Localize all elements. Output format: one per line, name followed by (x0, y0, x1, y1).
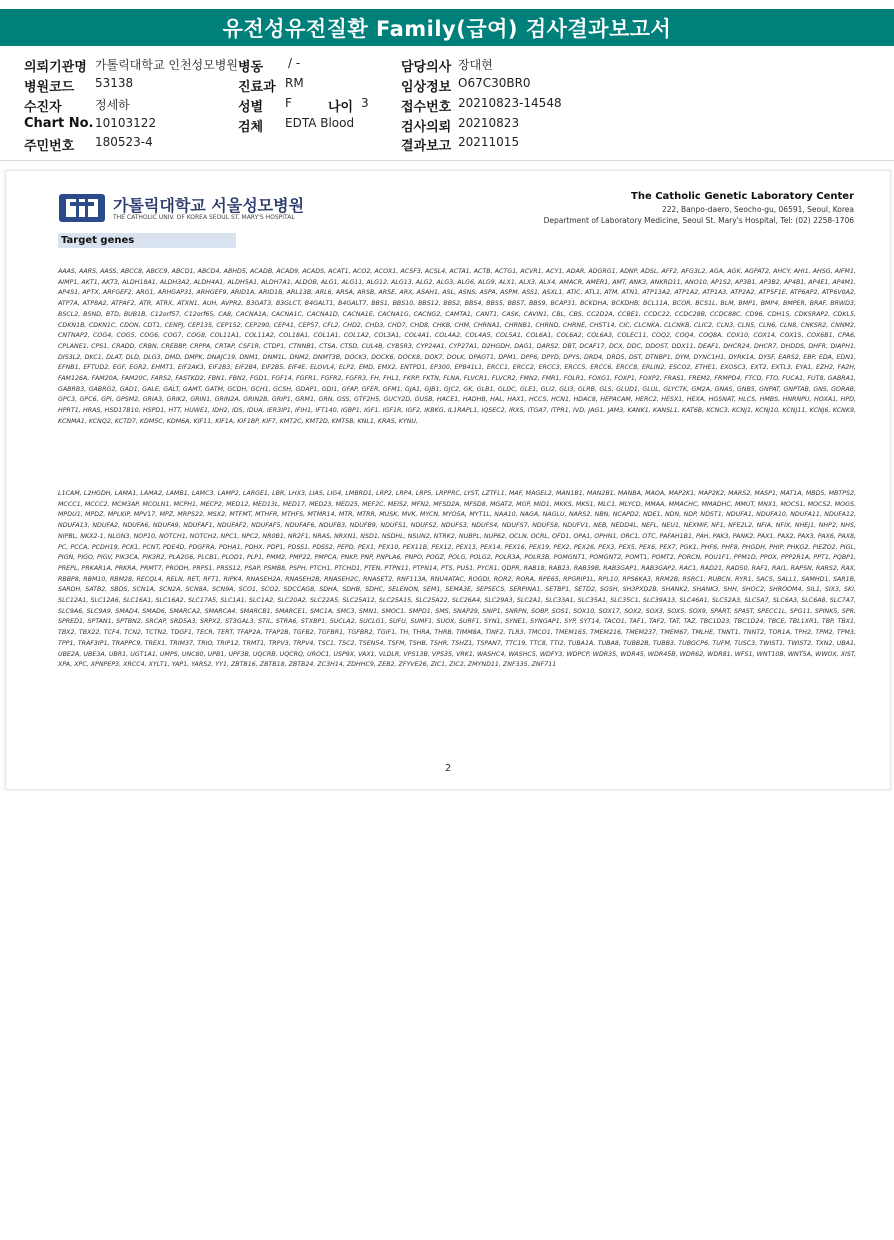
value-specimen: EDTA Blood (285, 116, 355, 130)
value-age: 3 (361, 96, 369, 110)
label-request-date: 검사의뢰 (401, 120, 452, 135)
label-specimen: 검체 (238, 120, 264, 135)
header-divider (0, 160, 894, 161)
info-row-3 (0, 96, 894, 116)
hospital-subtitle: THE CATHOLIC UNIV. OF KOREA SEOUL ST. MARY'S HOSPITAL (113, 214, 295, 221)
report-title: 유전성유전질환 Family(급여) 검사결과보고서 (0, 9, 894, 46)
label-report-date: 결과보고 (401, 139, 452, 154)
label-hospital-code: 병원코드 (24, 80, 75, 95)
value-requesting-institution: 가톨릭대학교 인천성모병원 (95, 58, 238, 72)
label-department: 진료과 (238, 80, 276, 95)
label-patient-name: 수진자 (24, 100, 62, 115)
label-attending-doctor: 담당의사 (401, 60, 452, 75)
label-receipt-number: 접수번호 (401, 100, 452, 115)
report-page (5, 170, 891, 790)
value-receipt-number: 20210823-14548 (458, 96, 562, 110)
value-ward: / - (288, 56, 301, 70)
section-title-target-genes: Target genes (58, 233, 236, 248)
hospital-name: 가톨릭대학교 서울성모병원 (113, 196, 305, 215)
center-name: The Catholic Genetic Laboratory Center (631, 191, 854, 202)
center-address: 222, Banpo-daero, Seocho-gu, 06591, Seoul, Korea (661, 205, 854, 214)
value-patient-name: 정세하 (95, 98, 130, 112)
value-request-date: 20210823 (458, 116, 520, 130)
info-row-4 (0, 116, 894, 136)
value-sex: F (285, 96, 292, 110)
value-report-date: 20211015 (458, 135, 520, 149)
label-ward: 병동 (238, 60, 264, 75)
center-department: Department of Laboratory Medicine, Seoul St. Mary's Hospital, Tel: (02) 2258-1706 (543, 216, 854, 225)
value-chart-no: 10103122 (95, 116, 157, 130)
label-chart-no: Chart No. (24, 116, 94, 131)
page-number: 2 (444, 763, 452, 774)
label-sex: 성별 (238, 100, 264, 115)
label-age: 나이 (328, 100, 354, 115)
target-genes-list-1: AAAS, AARS, AASS, ABCC8, ABCC9, ABCD1, ABCD4, ABHD5, ACADB, ACAD9, ACADS, ACAT1, ACO2, ACOX1, ACSF3, ACSL4, ACTA1, ACTB, ACTG1, ACVR1, ACY1, ADAR, ADGRG1, ADNP, ADSL, AFF2, AFG3L2, AGA, AGK, AGPAT2, AHCY, AHI1, AHSG, AIFM1, AIMP1, AKT1, AKT3, ALDH18A1, ALDH3A2, ALDH4A1, ALDH5A1, ALDH7A1, ALDOB, ALG1, ALG11, ALG12, ALG13, ALG2, ALG3, ALG6, ALG9, ALX1, ALX3, ALX4, AMACR, AMER1, AMT, ANK3, ANKRD11, ANO10, AP1S2, AP3B1, AP3B2, AP4B1, AP4E1, AP4M1, AP4S1, APTX, ARFGEF2, ARG1, ARHGAP31, ARHGEF9, ARID1A, ARID1B, ARL13B, ARL6, ARSA, ARSB, ARSE, ARX, ASAH1, ASL, ASNS, ASPA, ASPM, ASS1, ASXL1, ATIC, ATL1, ATM, ATN1, ATP13A2, ATP1A2, ATP1A3, ATP2A2, ATP5F1E, ATP6AP2, ATP6V0A2, ATP7A, ATP8A2, ATPAF2, ATR, ATRX, ATXN1, AUH, AVPR2, B3GAT3, B3GLCT, B4GALT1, B4GALT7, BBS1, BBS10, BBS12, BBS2, BBS4, BBS5, BBS7, BBS9, BCAP31, BCKDHA, BCKDHB, BCL11A, BCOR, BCS1L, BLM, BMP1, BMP4, BMPER, BRAF, BRWD3, BSCL2, BSND, BTD, BUB1B, C12orf57, C12orf65, CA8, CACNA1A, CACNA1C, CACNA1D, CACNA1E, CACNA1G, CACNG2, CAMTA1, CANT1, CASK, CAVIN1, CBL, CBS, CC2D2A, CCBE1, CCDC22, CCDC28B, CCDC88C, CD96, CDH15, CDKSRAP2, CDKL5, CDKN1B, CDKN1C, CDON, CDT1, CENPJ, CEP135, CEP152, CEP290, CEP41, CEP57, CFL2, CHD2, CHD3, CHD7, CHD8, CHKB, CHM, CHRNA1, CHRNB1, CHRND, CHRNE, CHST14, CIC, CLCNKA, CLCNKB, CLIC2, CLN3, CLN5, CLN6, CLN8, CNKSR2, CNNM2, CNTNAP2, COG4, COG5, COG6, COG7, COG8, COL11A1, COL11A2, COL18A1, COL1A1, COL1A2, COL3A1, COL4A1, COL4A2, COL4A5, COL5A1, COL6A1, COL6A2, COL6A3, COLEC11, COQ2, COQ4, COQ8A, COX10, COX14, COX15, COX6B1, CPA6, CPLANE1, CPS1, CRADD, CRBN, CREBBP, CRPPA, CRTAP, CSF1R, CTDP1, CTNNB1, CTSA, CTSD, CUL4B, CYB5R3, CYP24A1, CYP27A1, D2HGDH, DAG1, DARS2, DBT, DCAF17, DCX, DDC, DDOST, DDX11, DEAF1, DHCR24, DHCR7, DHDDS, DHFR, DIAPH1, DIS3L2, DKC1, DLAT, DLD, DLG3, DMD, DMPK, DNAJC19, DNM1, DNM1L, DNM2, DNMT3B, DOCK3, DOCK6, DOCK8, DOK7, DOLK, DPAGT1, DPM1, DPP6, DPYD, DPYS, DRD4, DRD5, DST, DTNBP1, DYM, DYNC1H1, DYRK1A, DYSF, EARS2, EBP, EDA, EDN1, EFNB1, EFTUD2, EGF, EGR2, EHMT1, EIF2AK3, EIF2B3, EIF2B4, EIF2B5, EIF4E, ELOVL4, ELP2, EMD, EMX2, ENTPD1, EP300, EPB41L1, ERCC1, ERCC2, ERCC3, ERCC5, ERCC6, ERCC8, ERLIN2, ESCO2, ETHE1, EXOSC3, EXT2, EXTL3, EYA1, EZH2, FA2H, FAM126A, FAM20A, FAM20C, FARS2, FASTKD2, FBN1, FBN2, FGD1, FGF14, FGFR1, FGFR2, FGFR3, FH, FHL1, FKRP, FKTN, FLNA, FLVCR1, FLVCR2, FMN2, FMR1, FOLR1, FOXG1, FOXP1, FOXP2, FRAS1, FREM2, FRMPD4, FTCD, FTO, FUCA1, FUT8, GABRA1, GABRB3, GABRG2, GAD1, GALE, GALT, GAMT, GATM, GCDH, GCH1, GCSH, GDAP1, GDI1, GFAP, GFER, GFM1, GJA1, GJB1, GJC2, GK, GLB1, GLDC, GLE1, GLI2, GLI3, GLRB, GLS, GLUD1, GLUL, GLYCTK, GM2A, GNAS, GNB5, GNPAT, GNPTAB, GNS, GORAB, GPC3, GPC6, GPI, GPSM2, GRIA3, GRIK2, GRIN1, GRIN2A, GRIN2B, GRIP1, GRM1, GRN, GSS, GTF2H5, GUCY2D, GUSB, HACE1, HADHB, HAL, HAX1, HCCS, HCN1, HDAC8, HEPACAM, HERC2, HESX1, HEXA, HGSNAT, HLCS, HMBS, HNRNPU, HOXA1, HPD, HPRT1, HRAS, HSD17B10, HSPD1, HTT, HUWE1, IDH2, IDS, IDUA, IER3IP1, IFIH1, IFT140, IGBP1, IGF1, IGF1R, IGF2, IKBKG, IL1RAPL1, IQSEC2, IRX5, ITGA7, ITPR1, IVD, JAG1, JAM3, KANK1, KANSL1, KAT6B, KCNC3, KCNJ1, KCNJ10, KCNJ11, KCNJ6, KCNK9, KCNMA1, KCNQ2, KCTD7, KDM5C, KDM6A, KIF11, KIF1A, KIF1BP, KIF7, KMT2C, KMT2D, KMT5B, KNL1, KRAS, KYNU, (58, 268, 856, 425)
info-row-1 (0, 56, 894, 76)
target-genes-list-2: L1CAM, L2HGDH, LAMA1, LAMA2, LAMB1, LAMC3, LAMP2, LARGE1, LBR, LHX3, LIAS, LIG4, LMBRD1, LRP2, LRP4, LRP5, LRPPRC, LYST, LZTFL1, MAF, MAGEL2, MAN1B1, MAN2B1, MANBA, MAOA, MAP2K1, MAP2K2, MARS2, MASP1, MAT1A, MBD5, MBTPS2, MCCC1, MCCC2, MCM3AP, MCOLN1, MCPH1, MECP2, MED12, MED13L, MED17, MED23, MED25, MEF2C, MEIS2, MFN2, MFSD2A, MFSD8, MGAT2, MGP, MID1, MKKS, MKS1, MLC1, MLYCD, MMAA, MMACHC, MMADHC, MMUT, MNX1, MOCS1, MOCS2, MOGS, MPDU1, MPDZ, MPLKIP, MPV17, MPZ, MRPS22, MSX2, MTFMT, MTHFR, MTHFS, MTMR14, MTR, MTRR, MUSK, MVK, MYCN, MYO5A, MYT1L, NAA10, NAGA, NAGLU, NARS2, NBN, NCAPD2, NDE1, NDN, NDP, NDST1, NDUFA1, NDUFA10, NDUFA11, NDUFA12, NDUFA13, NDUFA2, NDUFA6, NDUFA9, NDUFAF1, NDUFAF2, NDUFAF5, NDUFAF6, NDUFB3, NDUFB9, NDUFS1, NDUFS2, NDUFS3, NDUFS4, NDUFS7, NDUFS8, NDUFV1, NEB, NEDD4L, NEFL, NEU1, NEXMIF, NF1, NFE2L2, NFIA, NFIX, NHEJ1, NHP2, NHS, NIPBL, NKX2-1, NLGN3, NOP10, NOTCH1, NOTCH2, NPC1, NPC2, NR0B1, NR2F1, NRAS, NRXN1, NSD1, NSDHL, NSUN2, NTRK2, NUBPL, NUP62, OCLN, OCRL, OFD1, OPA1, OPHN1, ORC1, OTC, PAFAH1B1, PAH, PAK3, PANK2, PAX1, PAX2, PAX3, PAX6, PAX8, PC, PCCA, PCDH19, PCK1, PCNT, PDE4D, PDGFRA, PDHA1, PDHX, PDP1, PDSS1, PDSS2, PEPD, PEX1, PEX10, PEX11B, PEX12, PEX13, PEX14, PEX16, PEX19, PEX2, PEX26, PEX3, PEX5, PEX6, PEX7, PGK1, PHF6, PHF8, PHGDH, PHIP, PHKG2, PIEZO2, PIGL, PIGN, PIGO, PIGV, PIK3CA, PIK3R2, PLA2G6, PLCB1, PLOD1, PLP1, PMM2, PMP22, PMPCA, PNKP, PNP, PNPLA6, PNPO, POGZ, POLG, POLG2, POLR3A, POLR3B, POMGNT1, POMGNT2, POMT1, POMT2, PORCN, POU1F1, PPM1D, PPOX, PPP2R1A, PPT1, PQBP1, PREPL, PRKAR1A, PRKRA, PRMT7, PRODH, PRPS1, PRSS12, PSAP, PSMB8, PSPH, PTCH1, PTCHD1, PTEN, PTPN11, PTPN14, PTS, PUS1, PYCR1, QDPR, RAB18, RAB23, RAB39B, RAB3GAP1, RAB3GAP2, RAC1, RAD21, RAD50, RAF1, RAI1, RAPSN, RARS2, RAX, RBBP8, RBM10, RBM28, RECQL4, RELN, RET, RFT1, RIPK4, RNASEH2A, RNASEH2B, RNASEH2C, RNASET2, RNF113A, RNU4ATAC, ROGDI, ROR2, RORA, RPE65, RPGRIP1L, RPL10, RPS6KA3, RRM2B, RSRC1, RUBCN, RYR1, SACS, SALL1, SAMHD1, SAR1B, SARDH, SATB2, SBDS, SCN1A, SCN2A, SCN8A, SCN9A, SCO1, SCO2, SDCCAG8, SDHA, SDHB, SDHC, SELENON, SEM1, SEMA3E, SEPSECS, SERPINA1, SETBP1, SETD2, SGSH, SH3PXD2B, SHANK2, SHANK3, SHH, SHOC2, SHROOM4, SIL1, SIX3, SKI, SLC12A1, SLC12A6, SLC16A1, SLC16A2, SLC17A5, SLC1A1, SLC1A2, SLC20A2, SLC22A5, SLC25A12, SLC25A15, SLC25A22, SLC26A4, SLC29A3, SLC2A1, SLC33A1, SLC35A1, SLC35C1, SLC39A13, SLC46A1, SLC52A3, SLC5A7, SLC6A3, SLC6A8, SLC7A7, SLC9A6, SLC9A9, SMAD4, SMAD6, SMARCA2, SMARCA4, SMARCB1, SMARCE1, SMC1A, SMC3, SMN1, SMOC1, SMPD1, SMS, SNAP29, SNIP1, SNRPN, SOBP, SOS1, SOX10, SOX17, SOX2, SOX3, SOX5, SOX9, SPART, SPAST, SPECC1L, SPG11, SPINK5, SPR, SPRED1, SPTAN1, SPTBN2, SRCAP, SRD5A3, SRPX2, ST3GAL3, STIL, STRA6, STXBP1, SUCLA2, SUCLG1, SUFU, SUMF1, SUOX, SURF1, SYN1, SYNE1, SYNGAP1, SYP, SYT14, TACO1, TAF1, TAF2, TAT, TAZ, TBC1D23, TBC1D24, TBCE, TBL1XR1, TBP, TBX1, TBX2, TBX22, TCF4, TCN2, TCTN2, TDGF1, TECR, TERT, TFAP2A, TFAP2B, TGFB2, TGFBR1, TGFBR2, TGIF1, TH, THRA, THRB, TIMM8A, TINF2, TLR3, TMCO1, TMEM165, TMEM216, TMEM237, TMEM67, TMLHE, TNNT1, TNNT2, TOR1A, TPH2, TPM2, TPM3, TPP1, TRAF3IP1, TRAPPC9, TREX1, TRIM37, TRIO, TRIP12, TRMT1, TRPV3, TRPV4, TSC1, TSC2, TSEN54, TSFM, TSHB, TSHR, TSHZ1, TSPAN7, TTC19, TTC8, TTI2, TUBA1A, TUBA8, TUBB2B, TUBB3, TUBGCP6, TUFM, TUSC3, TWIST1, TWIST2, TXN2, UBA1, UBE2A, UBE3A, UBR1, UGT1A1, UMPS, UNC80, UPB1, UPF3B, UQCRB, UQCRQ, UROC1, USP9X, VAX1, VLDLR, VPS13B, VPS35, VRK1, WASHC4, WASHC5, WDFY3, WDPCP, WDR35, WDR45, WDR45B, WDR62, WDR81, WFS1, WNT10B, WNT5A, WWOX, XIST, XPA, XPC, XPNPEP3, XRCC4, XYLT1, YAP1, YARS2, YY1, ZBTB16, ZBTB18, ZBTB24, ZC3H14, ZDHHC9, ZEB2, ZFYVE26, ZIC1, ZIC2, ZMYND11, ZNF335, ZNF711 (58, 490, 856, 669)
label-requesting-institution: 의뢰기관명 (24, 60, 87, 75)
value-hospital-code: 53138 (95, 76, 134, 90)
value-department: RM (285, 76, 304, 90)
value-clinical-info: O67C30BR0 (458, 76, 531, 90)
info-row-2 (0, 76, 894, 96)
lab-center-info (544, 191, 854, 225)
value-attending-doctor: 장대현 (458, 58, 493, 72)
info-row-5 (0, 135, 894, 155)
value-resident-number: 180523-4 (95, 135, 153, 149)
hospital-emblem-icon (58, 193, 106, 223)
label-clinical-info: 임상정보 (401, 80, 452, 95)
label-resident-number: 주민번호 (24, 139, 75, 154)
hospital-logo (58, 191, 358, 227)
patient-info (0, 54, 894, 154)
